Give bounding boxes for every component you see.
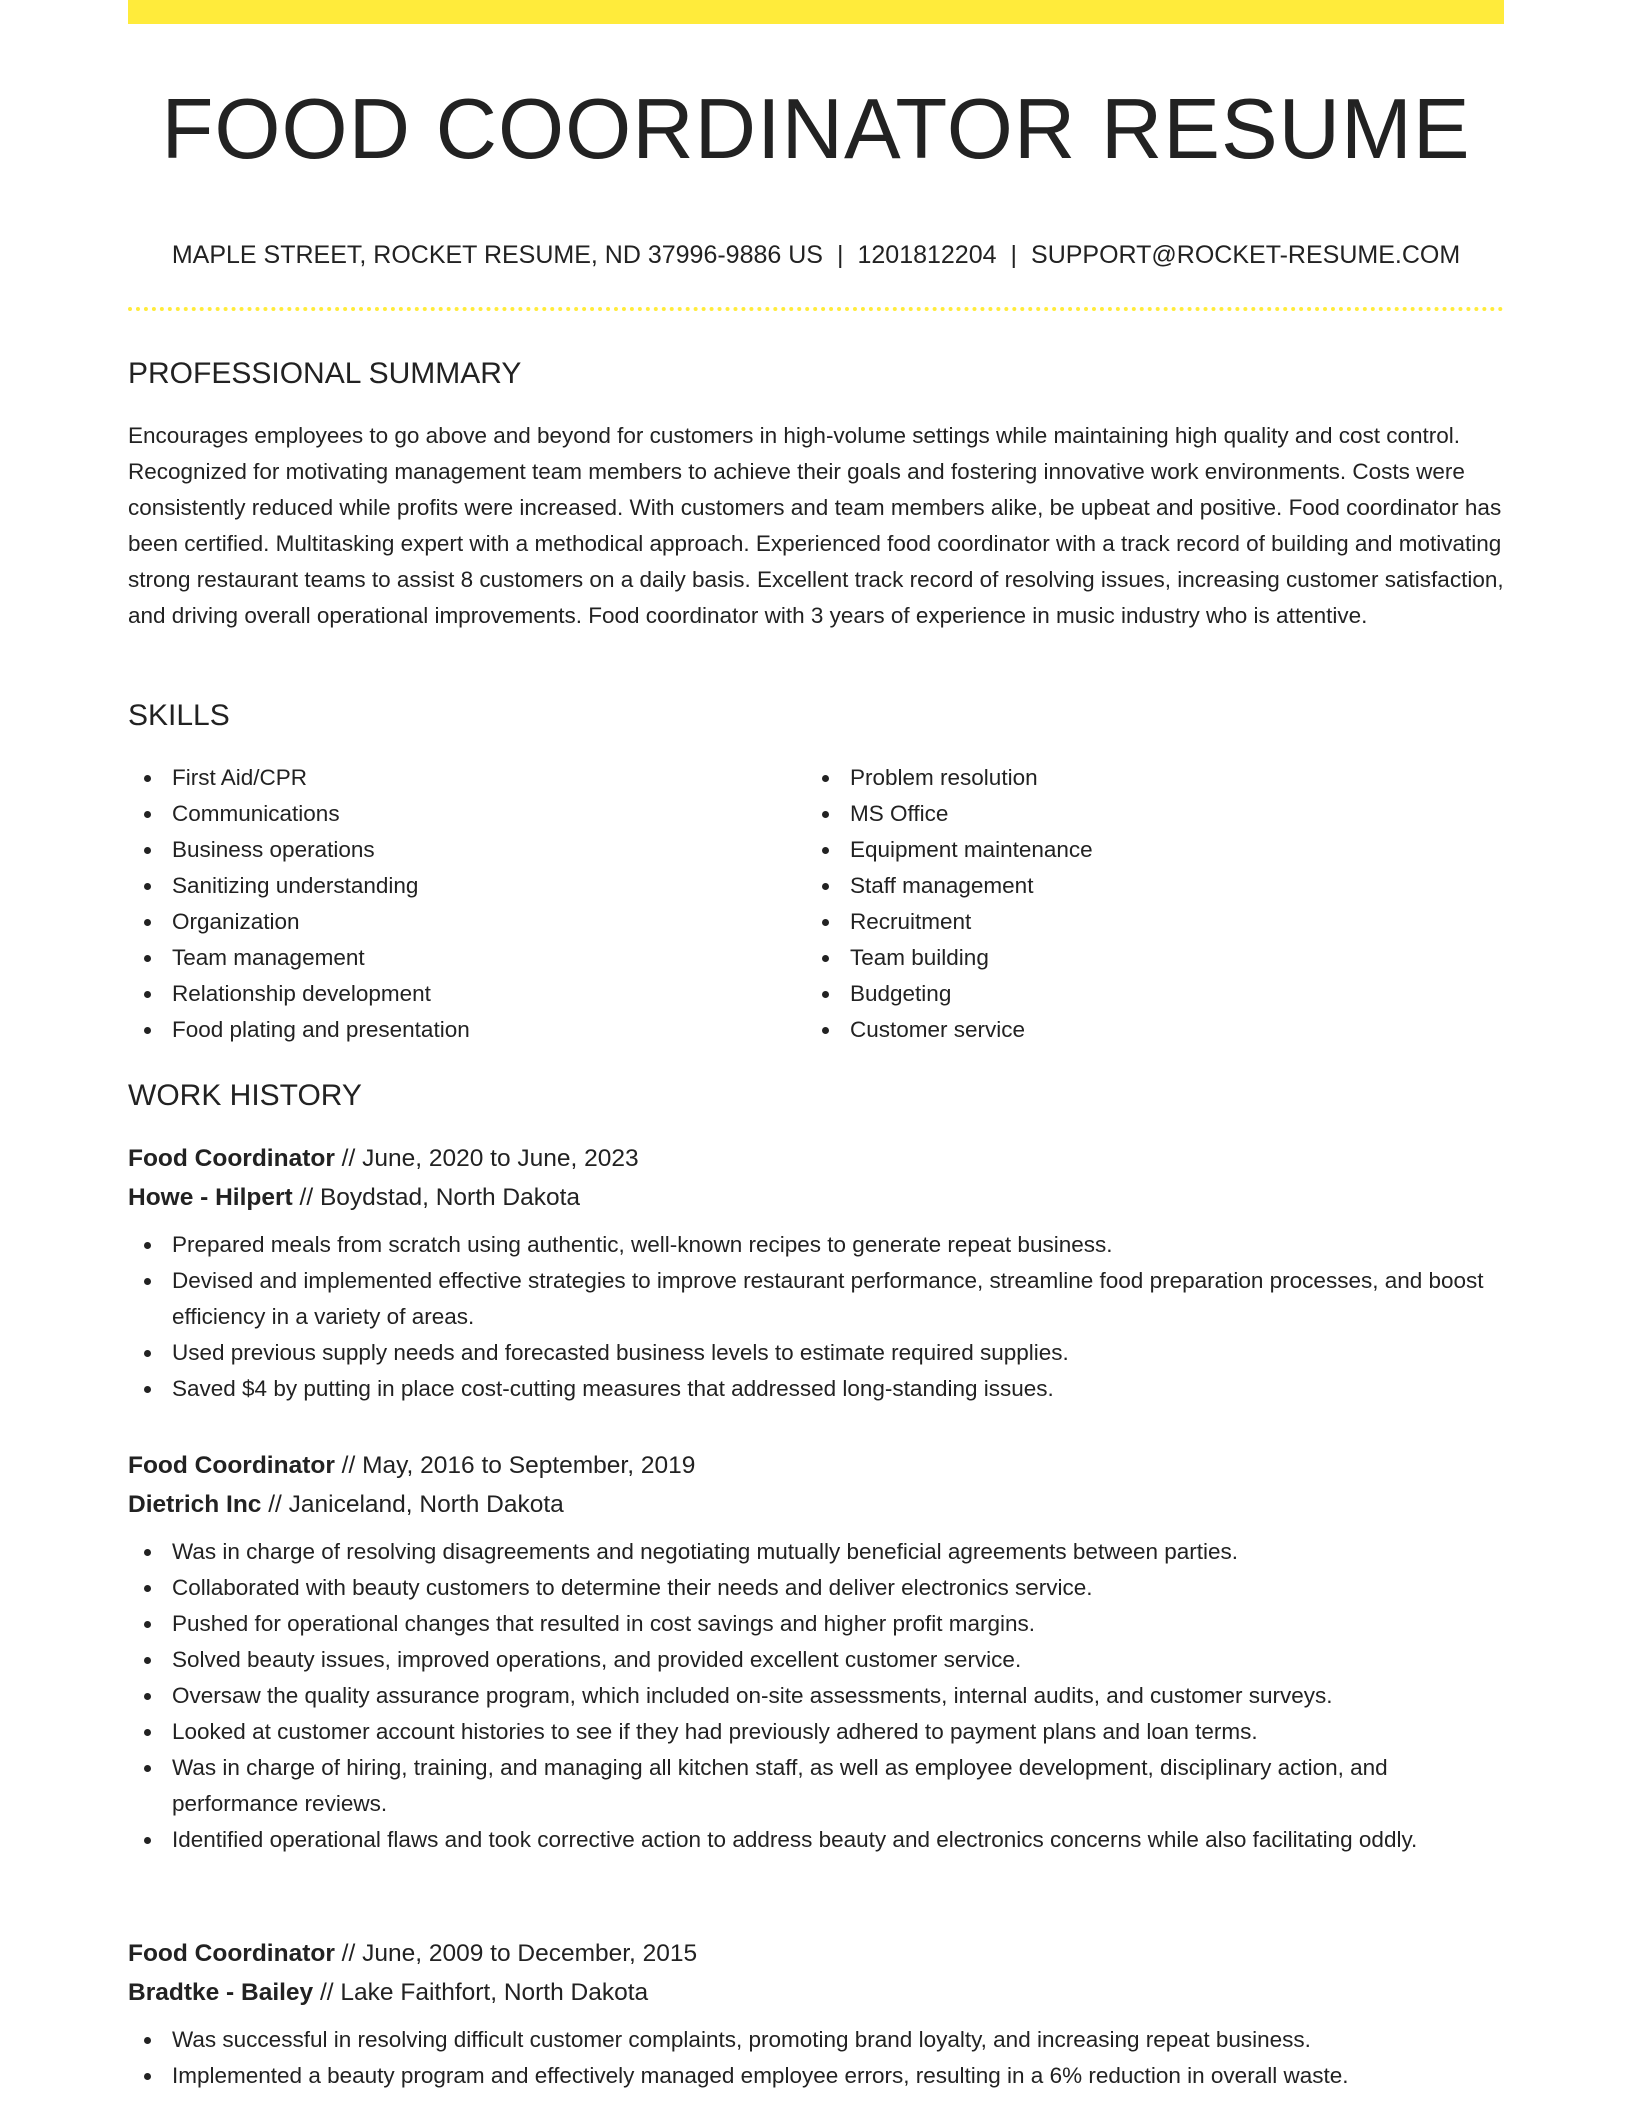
job-title: Food Coordinator: [128, 1145, 335, 1172]
list-item: Equipment maintenance: [806, 832, 1093, 868]
job-entry: [128, 1446, 1504, 1858]
summary-heading: PROFESSIONAL SUMMARY: [128, 357, 522, 390]
accent-bar: [128, 0, 1504, 24]
list-item: Recruitment: [806, 904, 1093, 940]
job-title-line: [128, 1446, 1504, 1485]
list-item: Customer service: [806, 1012, 1093, 1048]
list-item: Business operations: [128, 832, 470, 868]
list-item: Team building: [806, 940, 1093, 976]
list-item: Pushed for operational changes that resulted in cost savings and higher profit margins.: [128, 1606, 1504, 1642]
job-title: Food Coordinator: [128, 1940, 335, 1967]
job-bullets: [128, 1227, 1504, 1407]
job-company-line: [128, 1178, 1504, 1217]
list-item: Relationship development: [128, 976, 470, 1012]
job-entry: [128, 1139, 1504, 1407]
work-history-heading: WORK HISTORY: [128, 1079, 362, 1112]
list-item: Sanitizing understanding: [128, 868, 470, 904]
list-item: Used previous supply needs and forecasted business levels to estimate required supplies.: [128, 1335, 1504, 1371]
page-title: FOOD COORDINATOR RESUME: [161, 82, 1471, 177]
list-item: Implemented a beauty program and effectively managed employee errors, resulting in a 6% reduction in overall waste.: [128, 2058, 1504, 2094]
list-item: Prepared meals from scratch using authentic, well-known recipes to generate repeat business.: [128, 1227, 1504, 1263]
job-company: Dietrich Inc: [128, 1491, 262, 1518]
list-item: Budgeting: [806, 976, 1093, 1012]
job-title-line: [128, 1139, 1504, 1178]
list-item: Collaborated with beauty customers to determine their needs and deliver electronics service.: [128, 1570, 1504, 1606]
job-dates: // May, 2016 to September, 2019: [341, 1452, 696, 1479]
email: SUPPORT@ROCKET-RESUME.COM: [1031, 241, 1461, 269]
list-item: First Aid/CPR: [128, 760, 470, 796]
list-item: Was in charge of resolving disagreements and negotiating mutually beneficial agreements between parties.: [128, 1534, 1504, 1570]
contact-separator: |: [836, 241, 844, 269]
job-company: Bradtke - Bailey: [128, 1979, 314, 2006]
job-dates: // June, 2009 to December, 2015: [341, 1940, 698, 1967]
job-dates: // June, 2020 to June, 2023: [341, 1145, 639, 1172]
list-item: Problem resolution: [806, 760, 1093, 796]
list-item: Organization: [128, 904, 470, 940]
list-item: Saved $4 by putting in place cost-cutting measures that addressed long-standing issues.: [128, 1371, 1504, 1407]
list-item: Food plating and presentation: [128, 1012, 470, 1048]
list-item: Was successful in resolving difficult customer complaints, promoting brand loyalty, and increasing repeat business.: [128, 2022, 1504, 2058]
list-item: Solved beauty issues, improved operations, and provided excellent customer service.: [128, 1642, 1504, 1678]
skills-heading: SKILLS: [128, 699, 230, 732]
contact-line: [128, 238, 1504, 272]
skills-list-right: [806, 760, 1093, 1048]
job-entry: [128, 1934, 1504, 2094]
dotted-divider: [128, 307, 1504, 311]
job-location: // Boydstad, North Dakota: [299, 1184, 581, 1211]
contact-separator: |: [1010, 241, 1018, 269]
list-item: Communications: [128, 796, 470, 832]
list-item: Was in charge of hiring, training, and managing all kitchen staff, as well as employee development, disciplinary action, and performance reviews.: [128, 1750, 1504, 1822]
job-title: Food Coordinator: [128, 1452, 335, 1479]
list-item: Team management: [128, 940, 470, 976]
job-location: // Janiceland, North Dakota: [268, 1491, 564, 1518]
list-item: Staff management: [806, 868, 1093, 904]
list-item: Devised and implemented effective strategies to improve restaurant performance, streamline food preparation processes, and boost efficiency in a variety of areas.: [128, 1263, 1504, 1335]
phone: 1201812204: [857, 241, 997, 269]
job-title-line: [128, 1934, 1504, 1973]
summary-text: Encourages employees to go above and beyond for customers in high-volume settings while maintaining high quality and cost control. Recognized for motivating management team members to achieve their goals and fostering innovative work environments. Costs were consistently reduced while profits were increased. With customers and team members alike, be upbeat and positive. Food coordinator has been certified. Multitasking expert with a methodical approach. Experienced food coordinator with a track record of building and motivating strong restaurant teams to assist 8 customers on a daily basis. Excellent track record of resolving issues, increasing customer satisfaction, and driving overall operational improvements. Food coordinator with 3 years of experience in music industry who is attentive.: [128, 423, 1504, 628]
job-company: Howe - Hilpert: [128, 1184, 293, 1211]
list-item: Identified operational flaws and took corrective action to address beauty and electronics concerns while also facilitating oddly.: [128, 1822, 1504, 1858]
job-bullets: [128, 1534, 1504, 1858]
skills-list-left: [128, 760, 470, 1048]
list-item: Looked at customer account histories to see if they had previously adhered to payment plans and loan terms.: [128, 1714, 1504, 1750]
job-company-line: [128, 1973, 1504, 2012]
job-bullets: [128, 2022, 1504, 2094]
list-item: Oversaw the quality assurance program, which included on-site assessments, internal audits, and customer surveys.: [128, 1678, 1504, 1714]
list-item: MS Office: [806, 796, 1093, 832]
job-location: // Lake Faithfort, North Dakota: [320, 1979, 649, 2006]
address: MAPLE STREET, ROCKET RESUME, ND 37996-9886 US: [171, 241, 823, 269]
job-company-line: [128, 1485, 1504, 1524]
